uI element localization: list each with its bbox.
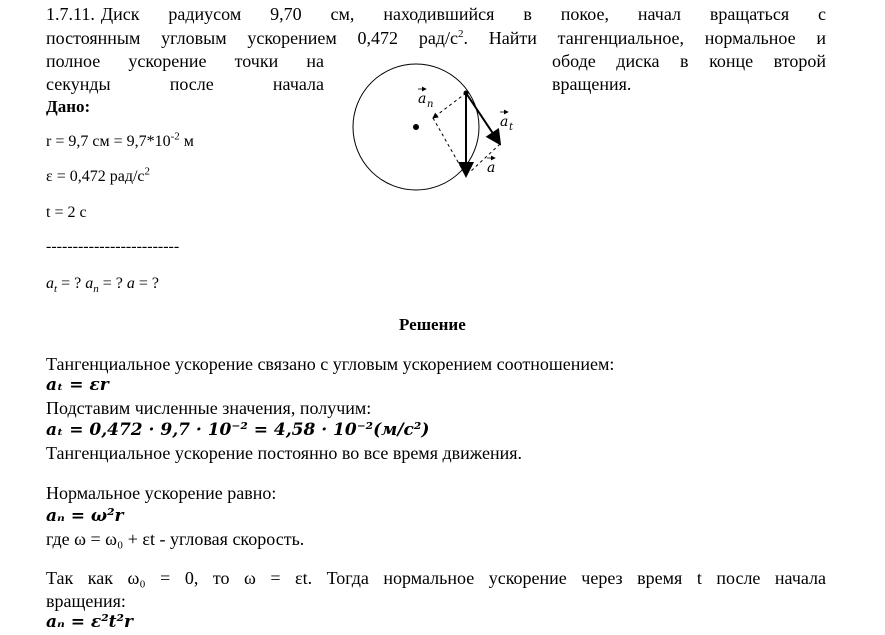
given-t: t = 2 с [46,204,87,221]
given-eps-exp: 2 [144,165,151,178]
problem-line-4-right: вращения. [552,74,632,94]
given-r-unit: м [179,133,194,150]
at-arrow [466,93,500,144]
given-separator: ------------------------- [46,238,180,255]
problem-line-3-right: ободе диска в конце второй [552,51,826,71]
disk-center [413,124,419,130]
problem-text-2: постоянным угловым ускорением 0,472 рад/с [46,28,458,48]
solution-p2: Подставим численные значения, получим: [46,398,372,418]
label-a: a [487,160,496,176]
label-an: a [418,91,427,107]
solution-p1: Тангенциальное ускорение связано с угловым ускорением соотношением: [46,354,615,374]
problem-text-1: Диск радиусом 9,70 см, находившийся в покое, начал вращаться с [100,4,826,24]
formula-1: aₜ = εr [46,375,109,395]
label-at-sub: t [509,122,514,133]
solution-p6-cont: вращения: [46,591,126,611]
given-label: Дано: [46,97,91,116]
solution-heading: Решение [399,315,466,334]
formula-4: aₙ = ε²t²r [46,612,133,632]
problem-line-4-left: секунды после начала [46,74,324,94]
solution-p6: Так как ω₀ = 0, то ω = εt. Тогда нормальное ускорение через время t после начала [46,568,826,588]
unknown-at-label: $a_t$ [46,275,58,296]
label-an-sub: n [427,99,434,110]
given-r-text: r = 9,7 см = 9,7*10 [46,133,171,150]
formula-2: aₜ = 0,472 · 9,7 · 10⁻² = 4,58 · 10⁻²(м/с²) [46,420,430,440]
an-arrow [433,93,466,118]
problem-number: 1.7.11. [46,4,95,24]
dashed-side-1 [433,118,466,176]
dashed-side-2 [470,144,500,172]
solution-p5: где ω = ω₀ + εt - угловая скорость. [46,529,305,549]
formula-3: aₙ = ω²r [46,506,124,526]
given-eps-text: ε = 0,472 рад/с [46,168,145,185]
problem-sup: 2 [457,28,464,40]
given-unknowns: $a_t$ = ? $a_n$ = ? a = ? [46,275,159,296]
solution-p3: Тангенциальное ускорение постоянно во все время движения. [46,443,522,463]
problem-line-3-left: полное ускорение точки на [46,51,324,71]
solution-p4: Нормальное ускорение равно: [46,483,277,503]
given-r-exp: -2 [170,130,180,143]
problem-text-2b: . Найти тангенциальное, нормальное и [463,28,826,48]
label-at: a [500,114,509,130]
